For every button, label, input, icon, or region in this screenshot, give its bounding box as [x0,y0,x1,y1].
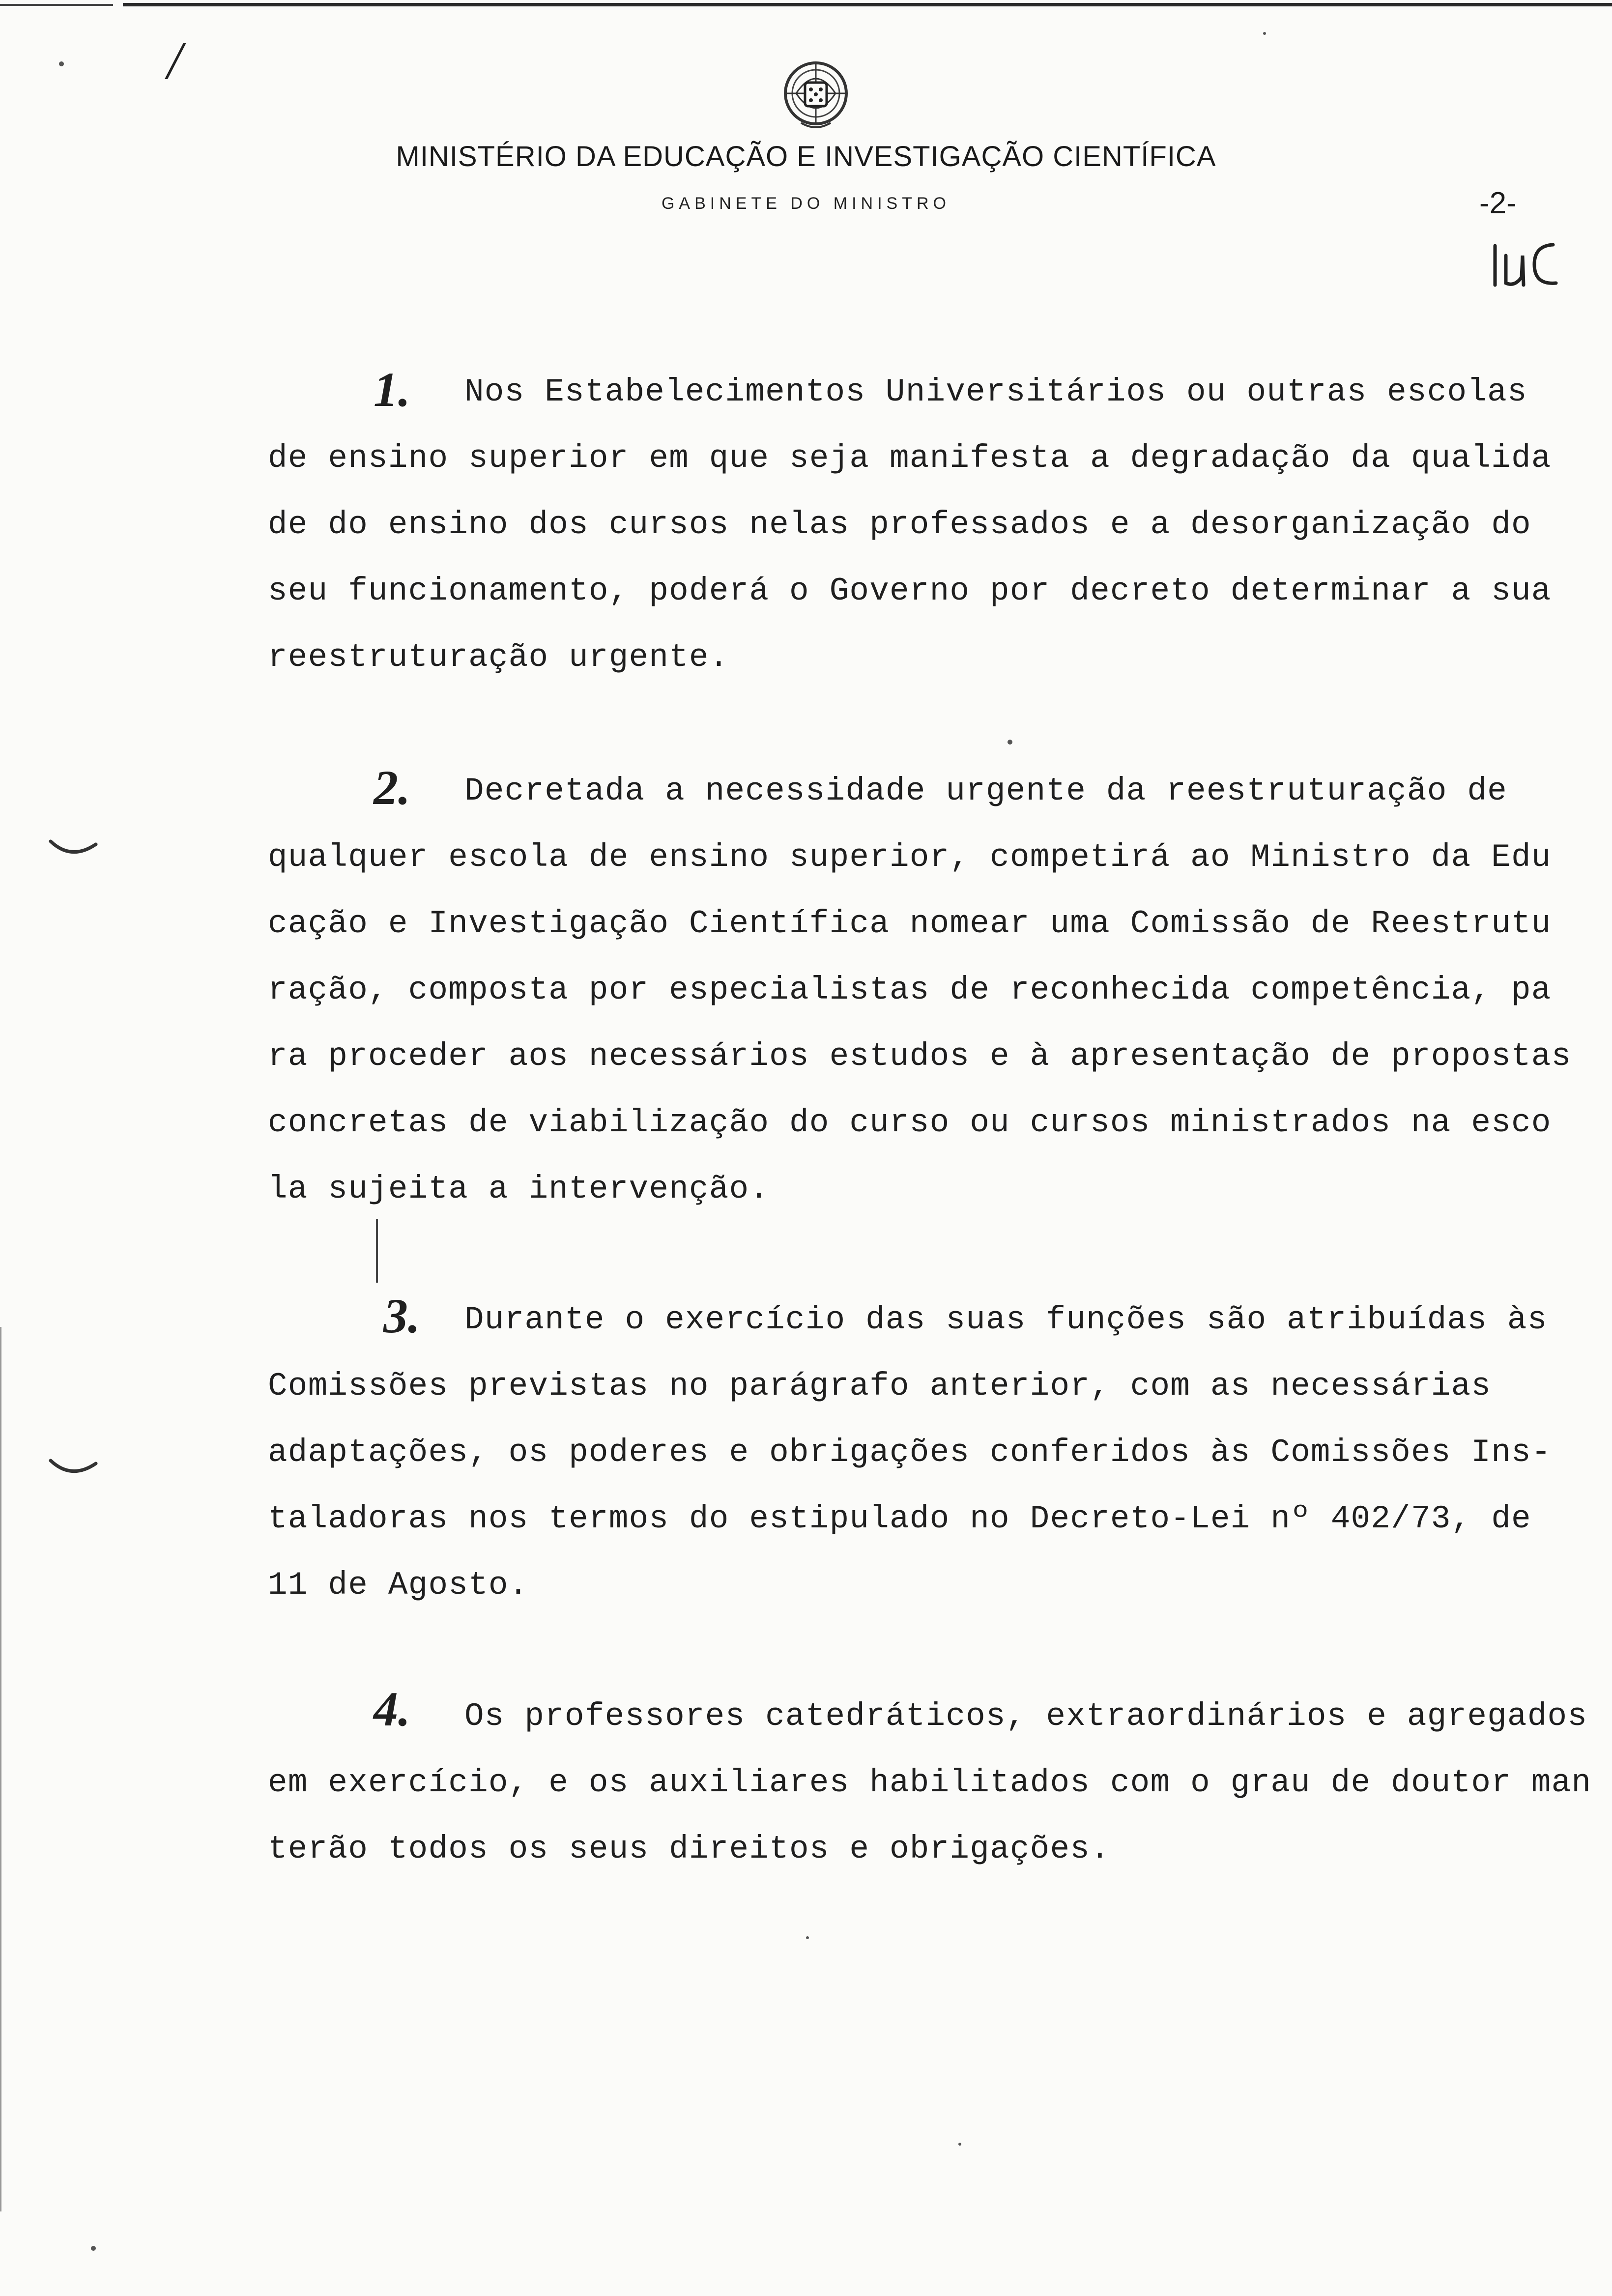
margin-hole-punch-mark [47,835,101,865]
paragraph-line: reestruturação urgente. [268,639,729,676]
paragraph-3-number: 3. [383,1289,420,1343]
paragraph-line: de do ensino dos cursos nelas professados e a desorganização do [268,506,1531,543]
paragraph-line: Comissões previstas no parágrafo anterior, com as necessárias [268,1368,1492,1405]
paragraph-line: taladoras nos termos do estipulado no Decreto-Lei nº 402/73, de [268,1500,1531,1537]
paragraph-2-number: 2. [374,760,410,815]
paragraph-line: 11 de Agosto. [268,1567,529,1604]
left-edge-shadow [0,1327,1,2211]
paragraph-line: Durante o exercício das suas funções são atribuídas às [464,1301,1548,1338]
paragraph-line: em exercício, e os auxiliares habilitados com o grau de doutor man [268,1764,1592,1801]
scan-speck [59,61,64,66]
paragraph-1-number: 1. [374,362,410,417]
vertical-pen-stroke [376,1219,378,1283]
paragraph-line: Nos Estabelecimentos Universitários ou outras escolas [464,373,1527,410]
scan-speck [1263,32,1266,35]
paragraph-4-number: 4. [374,1682,410,1736]
scan-speck [91,2246,96,2251]
scan-speck [1008,740,1012,745]
scan-speck [806,1936,809,1939]
page-number: -2- [1479,186,1517,220]
paragraph-line: ra proceder aos necessários estudos e à apresentação de propostas [268,1038,1572,1075]
corner-pen-mark: / [167,30,182,90]
paragraph-line: qualquer escola de ensino superior, competirá ao Ministro da Edu [268,839,1552,876]
paragraph-line: Decretada a necessidade urgente da reestruturação de [464,773,1507,809]
cabinet-subheading: GABINETE DO MINISTRO [661,194,951,213]
paragraph-line: seu funcionamento, poderá o Governo por decreto determinar a sua [268,573,1552,609]
paragraph-line: cação e Investigação Científica nomear uma Comissão de Reestrutu [268,905,1552,942]
paragraph-line: adaptações, os poderes e obrigações conferidos às Comissões Ins- [268,1434,1552,1471]
coat-of-arms-seal-icon [777,54,855,133]
handwritten-initials [1489,236,1563,290]
ministry-heading: MINISTÉRIO DA EDUCAÇÃO E INVESTIGAÇÃO CIENTÍFICA [396,141,1216,172]
paragraph-line: la sujeita a intervenção. [268,1171,770,1207]
paragraph-line: terão todos os seus direitos e obrigações. [268,1831,1110,1867]
top-border-rule [0,0,1612,9]
paragraph-line: ração, composta por especialistas de reconhecida competência, pa [268,972,1552,1008]
margin-hole-punch-mark [47,1455,101,1484]
scan-speck [958,2143,961,2146]
paragraph-line: de ensino superior em que seja manifesta a degradação da qualida [268,440,1552,477]
paragraph-line: Os professores catedráticos, extraordinários e agregados [464,1698,1588,1735]
paragraph-line: concretas de viabilização do curso ou cursos ministrados na esco [268,1104,1552,1141]
